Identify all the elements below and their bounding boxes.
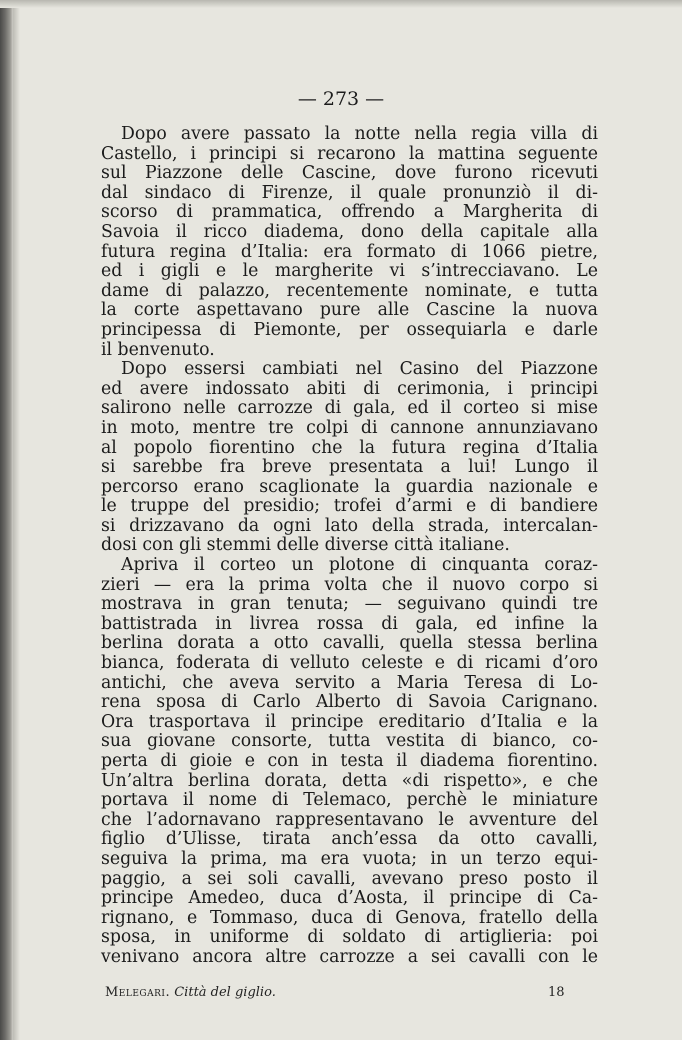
body-text	[101, 125, 598, 968]
text-line: figlio d’Ulisse, tirata anch’essa da otto cavalli,	[101, 829, 598, 850]
text-line: rignano, e Tommaso, duca di Genova, fratello della	[101, 907, 598, 928]
text-line: sul Piazzone delle Cascine, dove furono ricevuti	[101, 163, 598, 184]
text-line: al popolo fiorentino che la futura regina d’Italia	[101, 437, 598, 458]
text-line: principe Amedeo, duca d’Aosta, il principe di Ca-	[101, 888, 598, 909]
text-line: in moto, mentre tre colpi di cannone annunziavano	[101, 417, 598, 438]
text-line: Apriva il corteo un plotone di cinquanta coraz-	[121, 555, 598, 576]
footer-book-title: Città del giglio.	[174, 985, 276, 1000]
text-line: sposa, in uniforme di soldato di artiglieria: poi	[101, 927, 598, 948]
text-line: antichi, che aveva servito a Maria Teresa di Lo-	[101, 672, 598, 693]
text-line: futura regina d’Italia: era formato di 1066 pietre,	[101, 241, 598, 262]
text-line: percorso erano scaglionate la guardia nazionale e	[101, 476, 598, 497]
text-line: si drizzavano da ogni lato della strada, intercalan-	[101, 515, 598, 536]
page-footer	[105, 985, 565, 1000]
book-binding-shadow	[0, 0, 13, 1040]
text-line: Ora trasportava il principe ereditario d’Italia e la	[101, 711, 598, 732]
text-line: scorso di prammatica, offrendo a Margherita di	[101, 202, 598, 223]
text-line: dosi con gli stemmi delle diverse città italiane.	[101, 535, 510, 556]
text-line: Castello, i principi si recarono la mattina seguente	[101, 143, 598, 164]
text-line: paggio, a sei soli cavalli, avevano preso posto il	[101, 868, 598, 889]
footer-signature-mark: 18	[548, 985, 565, 1000]
text-line: venivano ancora altre carrozze a sei cavalli con le	[101, 946, 598, 967]
text-line: che l’adornavano rappresentavano le avventure del	[101, 809, 598, 830]
text-line: berlina dorata a otto cavalli, quella stessa berlina	[101, 633, 598, 654]
footer-author: Melegari.	[105, 985, 171, 1000]
text-line: seguiva la prima, ma era vuota; in un terzo equi-	[101, 848, 598, 869]
text-line: mostrava in gran tenuta; — seguivano quindi tre	[101, 594, 598, 615]
text-line: Un’altra berlina dorata, detta «di rispetto», e che	[101, 770, 598, 791]
text-line: salirono nelle carrozze di gala, ed il corteo si mise	[101, 398, 598, 419]
text-line: bianca, foderata di velluto celeste e di ricami d’oro	[101, 653, 598, 674]
text-line: le truppe del presidio; trofei d’armi e di bandiere	[101, 496, 598, 517]
text-line: portava il nome di Telemaco, perchè le miniature	[101, 790, 598, 811]
text-line: il benvenuto.	[101, 339, 215, 360]
page-number: — 273 —	[297, 88, 385, 110]
text-line: sua giovane consorte, tutta vestita di bianco, co-	[101, 731, 598, 752]
text-line: Savoia il ricco diadema, dono della capitale alla	[101, 221, 598, 242]
text-line: zieri — era la prima volta che il nuovo corpo si	[101, 574, 598, 595]
text-line: Dopo essersi cambiati nel Casino del Piazzone	[121, 359, 598, 380]
top-edge-shadow	[0, 0, 682, 8]
text-line: dame di palazzo, recentemente nominate, e tutta	[101, 280, 598, 301]
text-line: rena sposa di Carlo Alberto di Savoia Carignano.	[101, 692, 598, 713]
text-line: la corte aspettavano pure alle Cascine la nuova	[101, 300, 598, 321]
text-line: battistrada in livrea rossa di gala, ed infine la	[101, 613, 598, 634]
text-line: Dopo avere passato la notte nella regia villa di	[121, 124, 598, 144]
text-line: si sarebbe fra breve presentata a lui! Lungo il	[101, 457, 598, 478]
binding-edge-gradient	[13, 0, 20, 1040]
text-line: principessa di Piemonte, per ossequiarla e darle	[101, 319, 598, 340]
text-line: dal sindaco di Firenze, il quale pronunziò il di-	[101, 182, 598, 203]
text-line: ed avere indossato abiti di cerimonia, i principi	[101, 378, 598, 399]
text-line: ed i gigli e le margherite vi s’intrecciavano. Le	[101, 261, 598, 282]
text-line: perta di gioie e con in testa il diadema fiorentino.	[101, 751, 598, 771]
